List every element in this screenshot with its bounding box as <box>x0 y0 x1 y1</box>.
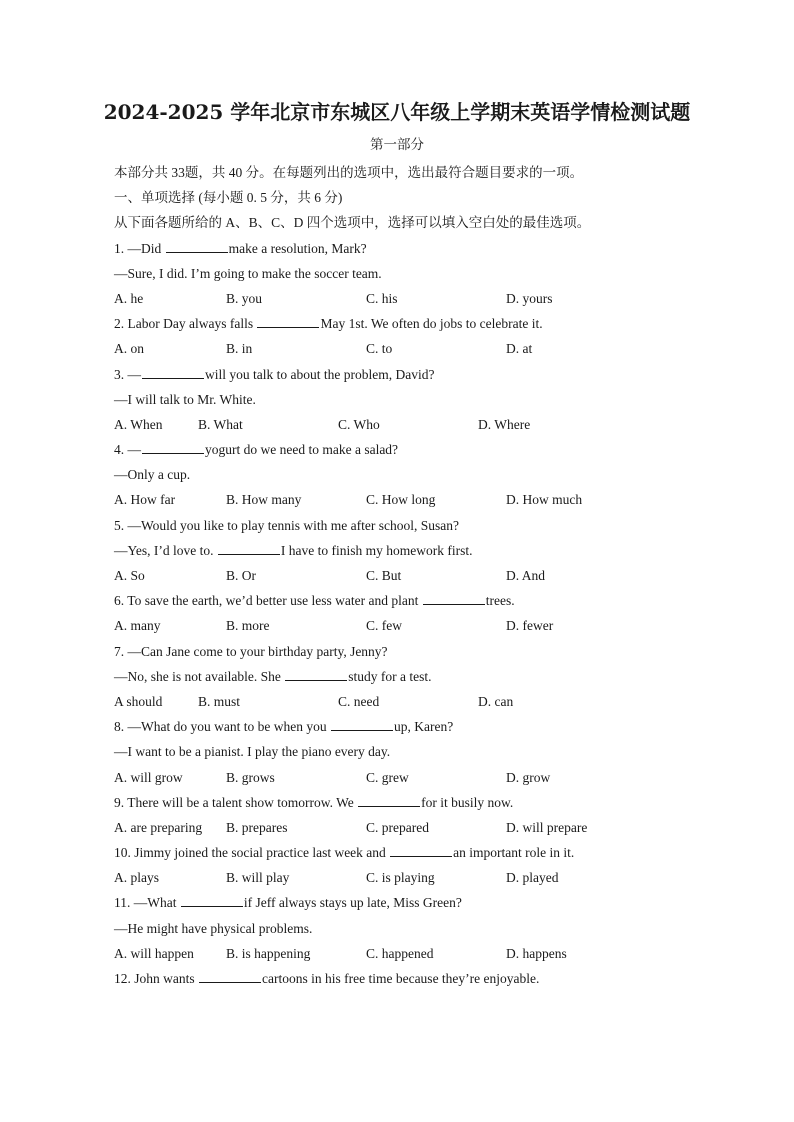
answer-option[interactable]: A. he <box>114 290 144 306</box>
answer-blank[interactable] <box>142 439 204 454</box>
question-text: an important role in it. <box>453 845 575 861</box>
answer-option[interactable]: A. many <box>114 618 161 634</box>
question-number: 10. <box>114 845 135 861</box>
question-text: Labor Day always falls <box>127 316 257 332</box>
question-text: trees. <box>485 593 515 609</box>
answer-option[interactable]: C. prepared <box>366 819 429 835</box>
dialogue-reply <box>114 387 714 412</box>
question-text: — <box>127 442 141 458</box>
question-stem <box>114 639 714 664</box>
reply-text: —He might have physical problems. <box>114 920 313 936</box>
answer-option[interactable]: C. happened <box>366 945 434 961</box>
answer-option[interactable]: D. grow <box>506 769 551 785</box>
exam-content <box>114 160 714 991</box>
page-title: 2024-2025 学年北京市东城区八年级上学期末英语学情检测试题 <box>103 100 691 124</box>
answer-option[interactable]: C. few <box>366 618 402 634</box>
answer-option[interactable]: A. So <box>114 568 145 583</box>
reply-text: —Yes, I’d love to. <box>114 542 217 558</box>
question-text: —What do you want to be when you <box>127 719 330 735</box>
answer-option[interactable]: D. at <box>506 341 533 357</box>
answer-option[interactable]: D. played <box>506 870 559 886</box>
section-heading: 一、单项选择 (每小题 0. 5 分，共 6 分) <box>114 190 343 206</box>
question-list <box>114 236 714 992</box>
answer-blank[interactable] <box>423 590 485 605</box>
answer-blank[interactable] <box>358 792 420 807</box>
answer-option[interactable]: B. Or <box>226 568 256 583</box>
dialogue-reply <box>114 916 714 941</box>
dialogue-reply <box>114 739 714 764</box>
answer-option[interactable]: B. more <box>226 618 270 634</box>
answer-option[interactable]: D. can <box>478 693 514 709</box>
question-stem <box>114 362 714 387</box>
question-text: —What <box>133 895 180 911</box>
answer-option[interactable]: B. you <box>226 290 263 306</box>
answer-option[interactable]: B. prepares <box>226 819 288 835</box>
option-row <box>114 336 714 361</box>
option-row <box>114 613 714 638</box>
question-number: 5. <box>114 517 128 533</box>
answer-option[interactable]: A. When <box>114 416 163 432</box>
question-number: 3. <box>114 366 128 382</box>
dialogue-reply <box>114 538 714 563</box>
question-text: yogurt do we need to make a salad? <box>205 442 399 458</box>
answer-blank[interactable] <box>285 666 347 681</box>
question-text: There will be a talent show tomorrow. We <box>127 794 358 810</box>
answer-option[interactable]: C. But <box>366 568 402 583</box>
answer-blank[interactable] <box>257 313 319 328</box>
question-text: May 1st. We often do jobs to celebrate it. <box>320 316 543 332</box>
answer-option[interactable]: B. must <box>198 693 241 709</box>
question-text: —Did <box>127 240 165 256</box>
answer-option[interactable]: A. will happen <box>114 945 194 961</box>
answer-option[interactable]: C. Who <box>338 416 380 432</box>
option-row <box>114 865 714 890</box>
dialogue-reply <box>114 462 714 487</box>
reply-text: —I will talk to Mr. White. <box>114 391 256 407</box>
answer-option[interactable]: A. plays <box>114 870 159 886</box>
answer-option[interactable]: C. is playing <box>366 870 435 886</box>
question-number: 8. <box>114 719 128 735</box>
question-number: 12. <box>114 971 135 986</box>
question-number: 2. <box>114 316 128 332</box>
question-text: up, Karen? <box>393 719 454 735</box>
answer-option[interactable]: A. on <box>114 341 144 357</box>
question-stem <box>114 311 714 336</box>
answer-blank[interactable] <box>181 892 243 907</box>
answer-blank[interactable] <box>390 842 452 857</box>
instruction-text: 从下面各题所给的 A、B、C、D 四个选项中，选择可以填入空白处的最佳选项。 <box>114 215 591 231</box>
question-number: 6. <box>114 593 128 609</box>
answer-option[interactable]: D. And <box>506 568 546 583</box>
option-row <box>114 941 714 966</box>
question-text: John wants <box>134 971 198 986</box>
question-text: —Would you like to play tennis with me after school, Susan? <box>127 517 459 533</box>
answer-option[interactable]: D. Where <box>478 416 531 432</box>
question-text: will you talk to about the problem, David? <box>205 366 435 382</box>
answer-option[interactable]: A. will grow <box>114 769 183 785</box>
question-number: 11. <box>114 895 134 911</box>
answer-option[interactable]: D. yours <box>506 290 553 306</box>
reply-text: —No, she is not available. She <box>114 668 285 684</box>
option-row <box>114 563 714 588</box>
question-text: —Can Jane come to your birthday party, Jenny? <box>127 643 388 659</box>
question-text: cartoons in his free time because they’re enjoyable. <box>262 971 540 986</box>
question-stem <box>114 840 714 865</box>
answer-option[interactable]: D. fewer <box>506 618 554 634</box>
answer-option[interactable]: A. How far <box>114 492 176 508</box>
question-number: 7. <box>114 643 128 659</box>
answer-option[interactable]: C. How long <box>366 492 436 508</box>
question-text: make a resolution, Mark? <box>228 240 367 256</box>
answer-option[interactable]: C. to <box>366 341 393 357</box>
answer-option[interactable]: D. will prepare <box>506 819 588 835</box>
reply-text: —I want to be a pianist. I play the piano every day. <box>114 744 391 760</box>
option-row <box>114 815 714 840</box>
option-row <box>114 765 714 790</box>
option-row <box>114 412 714 437</box>
answer-option[interactable]: B. How many <box>226 492 302 508</box>
answer-blank[interactable] <box>166 238 228 253</box>
question-stem <box>114 588 714 613</box>
answer-option[interactable]: C. need <box>338 693 380 709</box>
question-stem <box>114 437 714 462</box>
option-row <box>114 689 714 714</box>
answer-blank[interactable] <box>331 716 393 731</box>
answer-option[interactable]: C. grew <box>366 769 409 785</box>
answer-option[interactable]: B. in <box>226 341 253 357</box>
answer-blank[interactable] <box>218 540 280 555</box>
question-text: for it busily now. <box>421 794 514 810</box>
dialogue-reply <box>114 261 714 286</box>
answer-option[interactable]: B. will play <box>226 870 290 886</box>
question-number: 9. <box>114 794 128 810</box>
question-stem <box>114 236 714 261</box>
question-text: if Jeff always stays up late, Miss Green? <box>243 895 462 911</box>
answer-option[interactable]: B. is happening <box>226 945 311 961</box>
reply-text: —Sure, I did. I’m going to make the soccer team. <box>114 265 382 281</box>
dialogue-reply <box>114 664 714 689</box>
answer-option[interactable]: B. grows <box>226 769 275 785</box>
question-stem <box>114 966 714 991</box>
answer-blank[interactable] <box>142 364 204 379</box>
part-label: 第一部分 <box>370 137 424 152</box>
question-text: To save the earth, we’d better use less water and plant <box>127 593 422 609</box>
answer-option[interactable]: B. What <box>198 416 243 432</box>
question-number: 4. <box>114 442 128 458</box>
reply-text: study for a test. <box>348 668 432 684</box>
answer-option[interactable]: A should <box>114 693 163 709</box>
reply-text: I have to finish my homework first. <box>280 542 473 558</box>
question-stem <box>114 714 714 739</box>
answer-option[interactable]: D. happens <box>506 945 567 961</box>
question-stem <box>114 790 714 815</box>
question-text: Jimmy joined the social practice last week and <box>134 845 390 861</box>
answer-blank[interactable] <box>199 968 261 983</box>
answer-option[interactable]: D. How much <box>506 492 583 508</box>
question-text: — <box>127 366 141 382</box>
answer-option[interactable]: C. his <box>366 290 398 306</box>
question-stem <box>114 513 714 538</box>
question-number: 1. <box>114 240 128 256</box>
intro-text: 本部分共 33题，共 40 分。在每题列出的选项中，选出最符合题目要求的一项。 <box>114 165 584 180</box>
question-stem <box>114 890 714 915</box>
option-row <box>114 487 714 512</box>
option-row <box>114 286 714 311</box>
reply-text: —Only a cup. <box>114 467 191 483</box>
answer-option[interactable]: A. are preparing <box>114 819 203 835</box>
